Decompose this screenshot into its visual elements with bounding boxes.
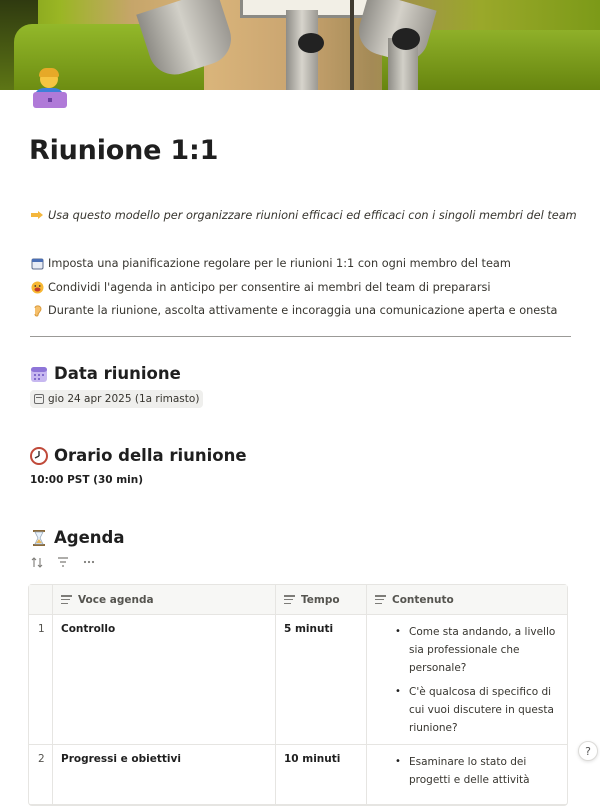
tip-text: Imposta una pianificazione regolare per le riunioni 1:1 con ogni membro del team	[48, 256, 511, 270]
hourglass-icon	[30, 529, 48, 547]
header-tempo[interactable]	[276, 585, 367, 614]
pointing-hand-icon	[30, 208, 44, 222]
cell-tempo[interactable]: 5 minuti	[276, 615, 367, 744]
intro-callout	[30, 208, 577, 222]
sort-icon[interactable]	[30, 556, 44, 568]
tip-item	[30, 280, 490, 294]
header-label: Tempo	[301, 593, 340, 606]
list-item	[395, 623, 559, 677]
header-index	[29, 585, 53, 614]
cell-contenuto[interactable]	[367, 615, 567, 744]
cell-contenuto[interactable]	[367, 745, 567, 804]
text-property-icon	[61, 595, 72, 604]
text-property-icon	[284, 595, 295, 604]
list-item	[395, 753, 559, 789]
cover-shoe	[392, 28, 420, 50]
person-laptop-icon[interactable]	[31, 70, 71, 110]
calendar-icon	[30, 365, 48, 383]
header-contenuto[interactable]	[367, 585, 567, 614]
tip-text: Durante la riunione, ascolta attivamente e incoraggia una comunicazione aperta e onesta	[48, 303, 558, 317]
table-toolbar	[30, 556, 96, 568]
list-item-text: C'è qualcosa di specifico di cui vuoi discutere in questa riunione?	[409, 686, 554, 734]
more-icon[interactable]	[82, 556, 96, 568]
row-number: 2	[29, 745, 53, 804]
date-icon	[34, 394, 44, 404]
face-icon	[30, 280, 44, 294]
ear-icon	[30, 303, 44, 317]
table-row[interactable]	[29, 745, 567, 805]
list-item-text: Come sta andando, a livello sia professionale che personale?	[409, 626, 556, 674]
filter-icon[interactable]	[56, 556, 70, 568]
tip-item	[30, 303, 557, 317]
date-mention[interactable]	[30, 390, 203, 408]
calendar-icon	[30, 256, 44, 270]
cover-shoe	[298, 33, 324, 53]
help-button[interactable]: ?	[578, 741, 598, 761]
cell-tempo[interactable]: 10 minuti	[276, 745, 367, 804]
meeting-time: 10:00 PST (30 min)	[30, 474, 144, 486]
header-voce[interactable]	[53, 585, 276, 614]
heading-data-riunione[interactable]	[30, 364, 181, 383]
divider	[30, 336, 571, 337]
agenda-table	[28, 584, 568, 806]
clock-icon	[30, 447, 48, 465]
cell-voce[interactable]: Controllo	[53, 615, 276, 744]
tip-text: Condividi l'agenda in anticipo per consentire ai membri del team di prepararsi	[48, 280, 491, 294]
intro-text: Usa questo modello per organizzare riunioni efficaci ed efficaci con i singoli membri del team	[48, 208, 577, 222]
heading-orario[interactable]	[30, 446, 247, 465]
list-item	[395, 683, 559, 737]
bullet-dot: •	[395, 626, 401, 637]
tip-item	[30, 256, 511, 270]
table-row[interactable]	[29, 615, 567, 745]
cover-pole	[350, 0, 354, 90]
heading-text: Agenda	[54, 528, 125, 547]
date-value: gio 24 apr 2025 (1a rimasto)	[48, 393, 200, 405]
text-property-icon	[375, 595, 386, 604]
list-item-text: Esaminare lo stato dei progetti e delle attività	[409, 756, 530, 786]
bullet-dot: •	[395, 686, 401, 697]
heading-agenda[interactable]	[30, 528, 124, 547]
page-title[interactable]: Riunione 1:1	[29, 135, 219, 166]
heading-text: Orario della riunione	[54, 446, 247, 465]
header-label: Contenuto	[392, 593, 454, 606]
cover-image	[0, 0, 600, 90]
header-label: Voce agenda	[78, 593, 154, 606]
row-number: 1	[29, 615, 53, 744]
bullet-dot: •	[395, 756, 401, 767]
cell-voce[interactable]: Progressi e obiettivi	[53, 745, 276, 804]
heading-text: Data riunione	[54, 364, 181, 383]
table-header	[29, 585, 567, 615]
